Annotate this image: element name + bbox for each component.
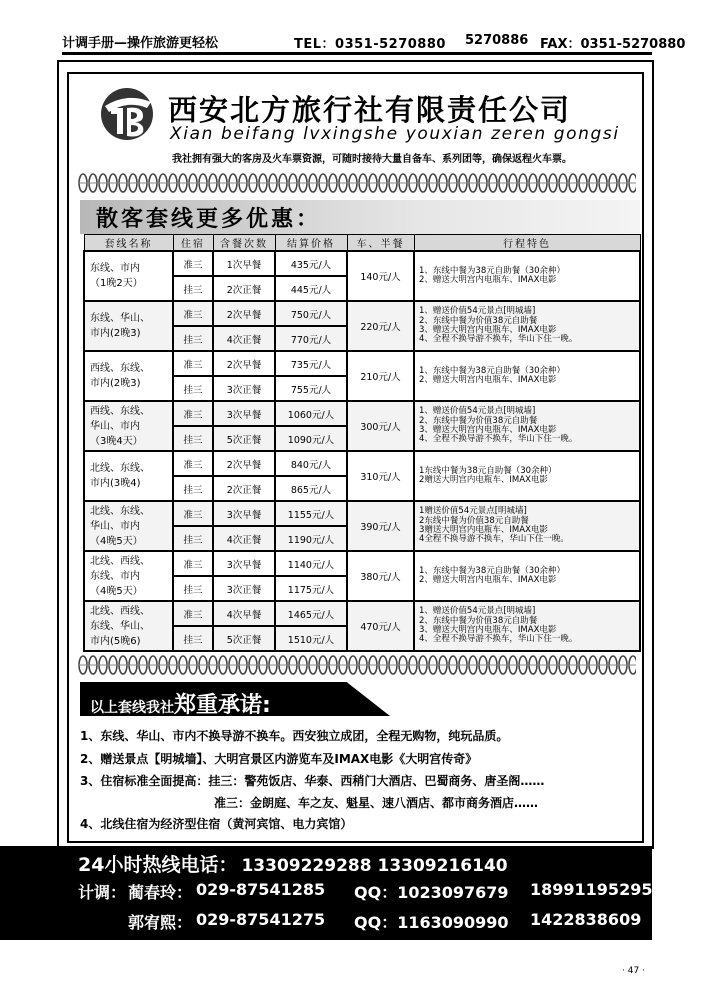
route-name: 北线、东线、 市内(3晚4) [84,451,173,501]
price: 755元/人 [275,376,347,401]
price: 1140元/人 [275,551,347,576]
contact1-mobile: 18991195295 [530,880,653,899]
hotline-title: 24小时热线电话： 13309229288 13309216140 [78,854,508,876]
route-features: 1、赠送价值54元景点[明城墙] 2、东线中餐为价值38元自助餐 3、赠送大明宫内电瓶车、IMAX电影 4、全程不换导游不换车，华山下住一晚。 [414,401,640,451]
contact1-name: 蔺春玲： [128,883,193,902]
price: 1175元/人 [275,576,347,601]
promise-title: 以上套线我社郑重承诺: [90,693,271,718]
route-name: 东线、市内 （1晚2天） [84,251,173,301]
price: 445元/人 [275,276,347,301]
meal-count: 3次正餐 [213,376,275,401]
route-name: 北线、西线、 东线、市内 （4晚5天） [84,551,173,601]
stay-level: 准三 [173,351,213,376]
route-name: 北线、西线、 东线、华山、 市内(5晚6) [84,601,173,651]
contact2-mobile: 1422838609 [530,910,642,929]
route-price-table [83,234,641,652]
stay-level: 挂三 [173,526,213,551]
table-header-row [84,235,640,252]
meal-count: 3次早餐 [213,551,275,576]
col-header: 车、半餐 [347,235,414,252]
route-features: 1、赠送价值54元景点[明城墙] 2、东线中餐为价值38元自助餐 3、赠送大明宫内电瓶车、IMAX电影 4、全程不换导游不换车，华山下住一晚。 [414,601,640,651]
section-title: 散客套线更多优惠： [96,207,322,232]
meal-count: 2次早餐 [213,451,275,476]
table-row [84,401,640,426]
company-name: 西安北方旅行社有限责任公司 [168,93,572,127]
meal-count: 2次正餐 [213,276,275,301]
route-features: 1、东线中餐为38元自助餐（30余种） 2、赠送大明宫内电瓶车、IMAX电影 [414,251,640,301]
table-row [84,251,640,276]
stay-level: 挂三 [173,626,213,651]
route-features: 1赠送价值54元景点[明城墙] 2东线中餐为价值38元自助餐 3赠送大明宫内电瓶车、IMAX电影 4全程不换导游不换车，华山下住一晚。 [414,501,640,551]
hotline-block [0,846,652,940]
coil-divider-top [78,172,636,194]
col-header: 套线名称 [84,235,173,252]
col-header: 含餐次数 [213,235,275,252]
meal-count: 2次早餐 [213,351,275,376]
route-features: 1、东线中餐为38元自助餐（30余种） 2、赠送大明宫内电瓶车、IMAX电影 [414,351,640,401]
table-row [84,351,640,376]
car-meal-price: 210元/人 [347,351,414,401]
promise-item: 4、北线住宿为经济型住宿（黄河宾馆、电力宾馆） [80,817,353,831]
meal-count: 4次正餐 [213,526,275,551]
car-meal-price: 300元/人 [347,401,414,451]
stay-level: 挂三 [173,476,213,501]
page-number: · 47 · [622,966,645,976]
meal-count: 2次早餐 [213,301,275,326]
header-fax: FAX：0351-5270880 [540,37,686,52]
price: 865元/人 [275,476,347,501]
stay-level: 准三 [173,301,213,326]
price: 1190元/人 [275,526,347,551]
promise-item: 2、赠送景点【明城墙】、大明宫景区内游览车及IMAX电影《大明宫传奇》 [80,752,478,766]
car-meal-price: 310元/人 [347,451,414,501]
stay-level: 挂三 [173,576,213,601]
contact2-tel: 029-87541275 [196,910,326,929]
hotline-phones: 13309229288 13309216140 [241,856,508,876]
car-meal-price: 470元/人 [347,601,414,651]
meal-count: 5次正餐 [213,626,275,651]
table-row [84,451,640,476]
table-row [84,601,640,626]
price: 1510元/人 [275,626,347,651]
route-name: 西线、东线、 华山、市内 （3晚4天） [84,401,173,451]
price: 750元/人 [275,301,347,326]
col-header: 结算价格 [275,235,347,252]
meal-count: 3次早餐 [213,401,275,426]
meal-count: 2次正餐 [213,476,275,501]
stay-level: 准三 [173,251,213,276]
car-meal-price: 140元/人 [347,251,414,301]
stay-level: 准三 [173,401,213,426]
route-features: 1、赠送价值54元景点[明城墙] 2、东线中餐为价值38元自助餐 3、赠送大明宫内电瓶车、IMAX电影 4、全程不换导游不换车，华山下住一晚。 [414,301,640,351]
stay-level: 挂三 [173,326,213,351]
promise-banner [80,682,390,716]
promise-item: 1、东线、华山、市内不换导游不换车。西安独立成团，全程无购物，纯玩品质。 [80,729,509,743]
section-title-banner [80,200,640,234]
promise-item: 3、住宿标准全面提高：挂三：警苑饭店、华泰、西稍门大酒店、巴蜀商务、唐圣阁…… [80,774,545,788]
meal-count: 3次早餐 [213,501,275,526]
contact1-qq: QQ：1023097679 [354,883,509,902]
price: 1465元/人 [275,601,347,626]
price: 735元/人 [275,351,347,376]
price: 1090元/人 [275,426,347,451]
price: 435元/人 [275,251,347,276]
price: 770元/人 [275,326,347,351]
price: 1155元/人 [275,501,347,526]
stay-level: 准三 [173,601,213,626]
route-name: 北线、东线、 华山、市内 （4晚5天） [84,501,173,551]
stay-level: 准三 [173,451,213,476]
route-name: 东线、华山、 市内(2晚3) [84,301,173,351]
top-header [62,30,686,55]
car-meal-price: 380元/人 [347,551,414,601]
car-meal-price: 220元/人 [347,301,414,351]
contact-label: 计调： [78,883,127,902]
meal-count: 3次正餐 [213,576,275,601]
route-features: 1东线中餐为38元自助餐（30余种） 2赠送大明宫内电瓶车、IMAX电影 [414,451,640,501]
header-tel: TEL：0351-5270880 [294,37,446,52]
table-row [84,551,640,576]
stay-level: 挂三 [173,376,213,401]
meal-count: 5次正餐 [213,426,275,451]
header-slogan: 计调手册—操作旅游更轻松 [62,36,219,51]
price: 1060元/人 [275,401,347,426]
company-pinyin: Xian beifang lvxingshe youxian zeren gongsi [170,124,620,144]
contact2-qq: QQ：1163090990 [354,913,509,932]
coil-divider-bottom [78,654,636,676]
table-row [84,301,640,326]
route-features: 1、东线中餐为38元自助餐（30余种） 2、赠送大明宫内电瓶车、IMAX电影 [414,551,640,601]
table-row [84,501,640,526]
company-logo-icon [97,86,155,142]
header-tel2: 5270886 [465,33,529,48]
stay-level: 准三 [173,501,213,526]
col-header: 住宿 [173,235,213,252]
route-name: 西线、东线、 市内(2晚3) [84,351,173,401]
car-meal-price: 390元/人 [347,501,414,551]
meal-count: 4次正餐 [213,326,275,351]
meal-count: 4次早餐 [213,601,275,626]
meal-count: 1次早餐 [213,251,275,276]
col-header: 行程特色 [414,235,640,252]
contact2-name: 郭宥熙： [128,913,193,932]
stay-level: 挂三 [173,276,213,301]
promise-item: 准三：金朗庭、车之友、魁星、速八酒店、都市商务酒店…… [214,796,539,810]
company-intro: 我社拥有强大的客房及火车票资源，可随时接待大量自备车、系列团等，确保返程火车票。 [172,154,572,165]
price: 840元/人 [275,451,347,476]
stay-level: 挂三 [173,426,213,451]
contact1-tel: 029-87541285 [196,880,326,899]
stay-level: 准三 [173,551,213,576]
